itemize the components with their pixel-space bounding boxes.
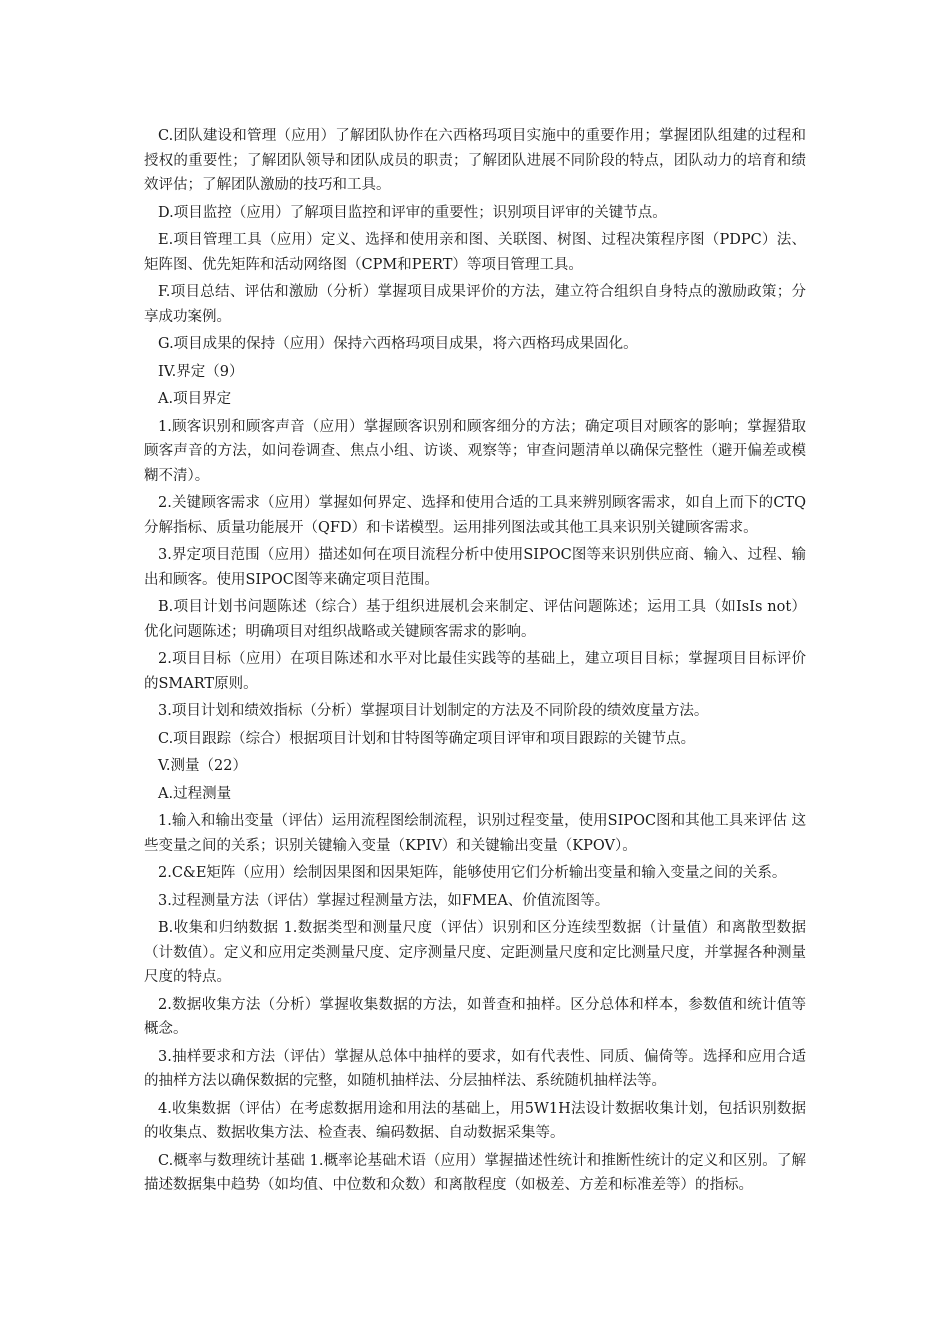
paragraph-project-results: G.项目成果的保持（应用）保持六西格玛项目成果，将六西格玛成果固化。	[158, 336, 638, 352]
paragraph-key-customer-needs: 2.关键顾客需求（应用）掌握如何界定、选择和使用合适的工具来辨别顾客需求，如自上而下的CTQ分解指标、质量功能展开（QFD）和卡诺模型。运用排列图法或其他工具来识别关键顾客需求。	[144, 495, 806, 536]
section-heading-define: IV.界定（9）	[158, 363, 244, 380]
section-heading-measure: V.测量（22）	[158, 758, 247, 774]
paragraph-team-building: C.团队建设和管理（应用）了解团队协作在六西格玛项目实施中的重要作用；掌握团队组建的过程和授权的重要性；了解团队领导和团队成员的职责；了解团队进展不同阶段的特点，团队动力的培育和绩效评估；了解团队激励的技巧和工具。	[144, 128, 806, 193]
paragraph-project-goals: 2.项目目标（应用）在项目陈述和水平对比最佳实践等的基础上，建立项目目标；掌握项目目标评价的SMART原则。	[144, 651, 806, 692]
paragraph-ce-matrix: 2.C&E矩阵（应用）绘制因果图和因果矩阵，能够使用它们分析输出变量和输入变量之间的关系。	[158, 865, 787, 881]
paragraph-data-collection-methods: 2.数据收集方法（分析）掌握收集数据的方法，如普查和抽样。区分总体和样本，参数值和统计值等概念。	[144, 996, 806, 1037]
paragraph-project-plan: 3.项目计划和绩效指标（分析）掌握项目计划制定的方法及不同阶段的绩效度量方法。	[158, 703, 709, 719]
paragraph-input-output-variables: 1.输入和输出变量（评估）运用流程图绘制流程，识别过程变量，使用SIPOC图和其他工具来评估 这些变量之间的关系；识别关键输入变量（KPIV）和关键输出变量（KPOV）。	[144, 813, 806, 854]
subsection-heading-process-measure: A.过程测量	[158, 785, 232, 802]
paragraph-problem-statement: B.项目计划书问题陈述（综合）基于组织进展机会来制定、评估问题陈述；运用工具（如IsIs not）优化问题陈述；明确项目对组织战略或关键顾客需求的影响。	[144, 599, 806, 640]
paragraph-process-measure-methods: 3.过程测量方法（评估）掌握过程测量方法，如FMEA、价值流图等。	[158, 892, 610, 909]
paragraph-project-monitoring: D.项目监控（应用）了解项目监控和评审的重要性；识别项目评审的关键节点。	[158, 204, 667, 221]
paragraph-project-management-tools: E.项目管理工具（应用）定义、选择和使用亲和图、关联图、树图、过程决策程序图（PDPC）法、矩阵图、优先矩阵和活动网络图（CPM和PERT）等项目管理工具。	[144, 232, 806, 273]
document-body	[144, 124, 806, 1201]
paragraph-project-scope: 3.界定项目范围（应用）描述如何在项目流程分析中使用SIPOC图等来识别供应商、输入、过程、输出和顾客。使用SIPOC图等来确定项目范围。	[144, 547, 806, 588]
paragraph-sampling: 3.抽样要求和方法（评估）掌握从总体中抽样的要求，如有代表性、同质、偏倚等。选择和应用合适的抽样方法以确保数据的完整，如随机抽样法、分层抽样法、系统随机抽样法等。	[144, 1048, 806, 1089]
paragraph-voice-of-customer: 1.顾客识别和顾客声音（应用）掌握顾客识别和顾客细分的方法；确定项目对顾客的影响；掌握猎取顾客声音的方法，如问卷调查、焦点小组、访谈、观察等；审查问题清单以确保完整性（避开偏差或模糊不清）。	[144, 418, 806, 484]
paragraph-project-summary: F.项目总结、评估和激励（分析）掌握项目成果评价的方法，建立符合组织自身特点的激励政策；分享成功案例。	[144, 284, 806, 325]
paragraph-collect-data: 4.收集数据（评估）在考虑数据用途和用法的基础上，用5W1H法设计数据收集计划，包括识别数据的收集点、数据收集方法、检查表、编码数据、自动数据采集等。	[144, 1100, 806, 1141]
subsection-heading-project-define: A.项目界定	[158, 391, 232, 407]
paragraph-project-tracking: C.项目跟踪（综合）根据项目计划和甘特图等确定项目评审和项目跟踪的关键节点。	[158, 730, 696, 747]
paragraph-probability-basics: C.概率与数理统计基础 1.概率论基础术语（应用）掌握描述性统计和推断性统计的定义和区别。了解描述数据集中趋势（如均值、中位数和众数）和离散程度（如极差、方差和标准差等）的指标。	[144, 1152, 806, 1193]
paragraph-data-types: B.收集和归纳数据 1.数据类型和测量尺度（评估）识别和区分连续型数据（计量值）和离散型数据（计数值）。定义和应用定类测量尺度、定序测量尺度、定距测量尺度和定比测量尺度，并掌握各种测量尺度的特点。	[144, 920, 806, 985]
